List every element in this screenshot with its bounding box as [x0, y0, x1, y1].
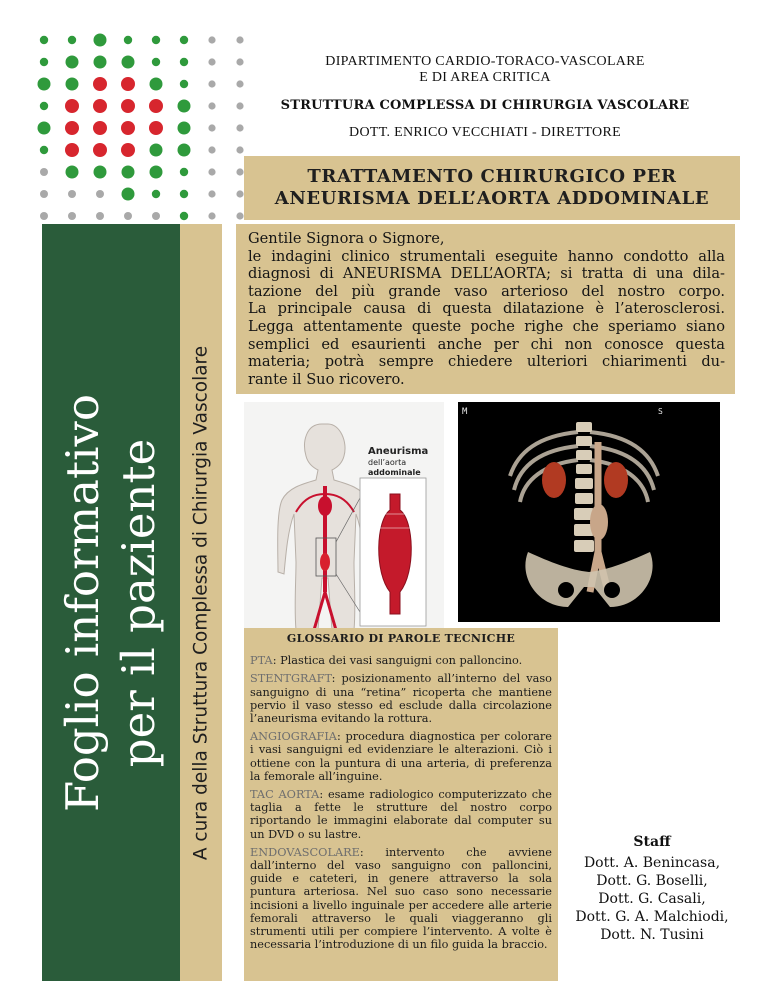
logo-dot [236, 102, 243, 109]
logo-dot [68, 212, 76, 220]
logo-dot [150, 144, 163, 157]
logo-dot [178, 100, 191, 113]
glossary-box [244, 628, 558, 981]
logo-dot [180, 168, 188, 176]
structure-name: STRUTTURA COMPLESSA DI CHIRURGIA VASCOLARE [280, 98, 690, 113]
glossary-term: TAC AORTA [250, 788, 320, 802]
logo-dot [66, 78, 79, 91]
dot-pattern-logo [28, 28, 256, 228]
logo-dot [121, 143, 135, 157]
intro-line: le indagini clinico strumentali eseguite hanno condotto alla [248, 247, 725, 265]
logo-dot [94, 56, 107, 69]
logo-dot [236, 58, 243, 65]
logo-dot [236, 212, 243, 219]
logo-dot [94, 34, 107, 47]
logo-dot [121, 121, 135, 135]
logo-dot [180, 80, 188, 88]
side-title [55, 394, 167, 812]
logo-dot [96, 190, 104, 198]
logo-dot [180, 212, 188, 220]
logo-dot [93, 121, 107, 135]
logo-dot [178, 144, 191, 157]
logo-dot [40, 102, 48, 110]
logo-dot [152, 190, 160, 198]
logo-dot [93, 143, 107, 157]
logo-dot [68, 190, 76, 198]
logo-dot [40, 212, 48, 220]
diagram-label-line-3: addominale [368, 468, 421, 477]
glossary-item [250, 788, 552, 841]
svg-text:M: M [462, 407, 468, 417]
logo-dot [150, 78, 163, 91]
svg-text:S: S [658, 407, 663, 416]
logo-dot [40, 36, 48, 44]
logo-dot [180, 58, 188, 66]
staff-name: Dott. G. Casali, [598, 891, 706, 907]
glossary-definition: : posizionamento all’interno del vaso sanguigno di una “retina” ricoperta che mantiene pervio il vaso stesso ed esclude dalla circolazione l’aneurisma evitando la rottura. [250, 672, 552, 726]
logo-dot [40, 190, 48, 198]
staff-name: Dott. A. Benincasa, [583, 855, 721, 871]
side-title-line-1: Foglio informativo [56, 393, 109, 812]
logo-dot [38, 78, 51, 91]
intro-line: La principale causa di questa dilatazione è l’aterosclerosi. [248, 300, 725, 318]
logo-dot [180, 36, 188, 44]
logo-dot [208, 80, 215, 87]
side-title-line-2: per il paziente [112, 438, 165, 767]
logo-dot [236, 146, 243, 153]
intro-line: tazione del più grande vaso arterioso del nostro corpo. [248, 282, 725, 300]
logo-dot [65, 143, 79, 157]
side-subtitle: A cura della Struttura Complessa di Chirurgia Vascolare [190, 345, 212, 860]
intro-line: rante il Suo ricovero. [248, 370, 405, 388]
logo-dot [66, 56, 79, 69]
glossary-term: STENTGRAFT [250, 672, 332, 686]
logo-dot [178, 122, 191, 135]
logo-dot [208, 58, 215, 65]
logo-dot [208, 36, 215, 43]
diagram-label-line-1: Aneurisma [368, 446, 429, 457]
glossary-definition: : intervento che avviene dall’interno del vaso sanguigno con palloncini, guide e cateteri, in genere attraverso la sola puntura arteriosa. Nel suo caso sono necessarie incisioni a livello inguinale per accedere alle arterie femorali attraverso le quali viaggeranno gli strumenti utili per compiere l’intervento. A volte è necessaria l’introduzione di un filo guida la braccio. [250, 845, 552, 952]
logo-dot [65, 121, 79, 135]
logo-dot [208, 212, 215, 219]
logo-dot [149, 121, 163, 135]
logo-dot [149, 99, 163, 113]
title-line-2: ANEURISMA DELL’AORTA ADDOMINALE [274, 188, 710, 209]
logo-dot [208, 102, 215, 109]
ct-scan-image [458, 402, 720, 622]
title-line-1: TRATTAMENTO CHIRURGICO PER [307, 166, 677, 187]
side-band-beige [180, 224, 222, 981]
logo-dot [122, 56, 135, 69]
department-line-2: E DI AREA CRITICA [419, 70, 551, 85]
logo-dot [236, 124, 243, 131]
logo-dot [208, 168, 215, 175]
logo-dot [208, 146, 215, 153]
logo-dot [38, 122, 51, 135]
logo-dot [93, 77, 107, 91]
logo-dot [66, 166, 79, 179]
logo-dot [94, 166, 107, 179]
logo-dot [124, 36, 132, 44]
logo-dot [122, 166, 135, 179]
diagram-label-line-2: dell’aorta [368, 458, 407, 467]
glossary-definition: : Plastica dei vasi sanguigni con palloncino. [272, 654, 523, 668]
staff-block [564, 834, 740, 944]
glossary-title: GLOSSARIO DI PAROLE TECNICHE [286, 632, 516, 645]
logo-dot [236, 36, 243, 43]
staff-title: Staff [633, 834, 671, 850]
logo-dot [152, 212, 160, 220]
logo-dot [93, 99, 107, 113]
logo-dot [40, 146, 48, 154]
logo-dot [208, 190, 215, 197]
title-banner [244, 156, 740, 220]
logo-dot [40, 58, 48, 66]
glossary-item [250, 730, 552, 783]
staff-name: Dott. G. Boselli, [596, 873, 708, 889]
intro-line: diagnosi di ANEURISMA DELL’AORTA; si tratta di una dila- [248, 265, 725, 283]
glossary-item [250, 846, 552, 952]
logo-dot [152, 58, 160, 66]
logo-dot [236, 190, 243, 197]
glossary-definition: : procedura diagnostica per colorare i vasi sanguigni ed evidenziare le alterazioni. Ciò i ottiene con la puntura di una arteria, di preferenza la femorale all’inguine. [250, 730, 552, 783]
glossary-term: ENDOVASCOLARE [250, 845, 360, 859]
logo-dot [236, 168, 243, 175]
logo-dot [68, 36, 76, 44]
logo-dot [96, 212, 104, 220]
staff-name: Dott. N. Tusini [600, 927, 704, 943]
logo-dot [65, 99, 79, 113]
director-name: DOTT. ENRICO VECCHIATI - DIRETTORE [349, 125, 621, 140]
logo-dot [180, 190, 188, 198]
intro-line: Legga attentamente queste poche righe che speriamo siano [248, 317, 725, 335]
logo-dot [122, 188, 135, 201]
glossary-term: PTA [250, 654, 273, 668]
logo-dot [124, 212, 132, 220]
glossary-item [250, 672, 552, 725]
aneurysm-diagram-image [244, 402, 444, 630]
glossary-item [250, 654, 552, 667]
logo-dot [208, 124, 215, 131]
intro-line: Gentile Signora o Signore, [248, 230, 445, 247]
intro-line: materia; potrà sempre chiedere ulteriori chiarimenti du- [248, 353, 725, 371]
logo-dot [236, 80, 243, 87]
glossary-term: ANGIOGRAFIA [250, 730, 337, 744]
logo-dot [121, 99, 135, 113]
intro-line: semplici ed esaurienti anche per chi non conosce questa [248, 335, 725, 353]
logo-dot [121, 77, 135, 91]
logo-dot [150, 166, 163, 179]
staff-name: Dott. G. A. Malchiodi, [575, 909, 729, 925]
intro-box [236, 224, 735, 394]
department-line-1: DIPARTIMENTO CARDIO-TORACO-VASCOLARE [325, 54, 645, 69]
logo-dot [152, 36, 160, 44]
glossary-definition: : esame radiologico computerizzato che taglia a fette le strutture del nostro corpo riportando le immagini elaborate dal computer su un DVD o su lastre. [250, 788, 552, 841]
logo-dot [40, 168, 48, 176]
side-title-container [42, 224, 180, 981]
